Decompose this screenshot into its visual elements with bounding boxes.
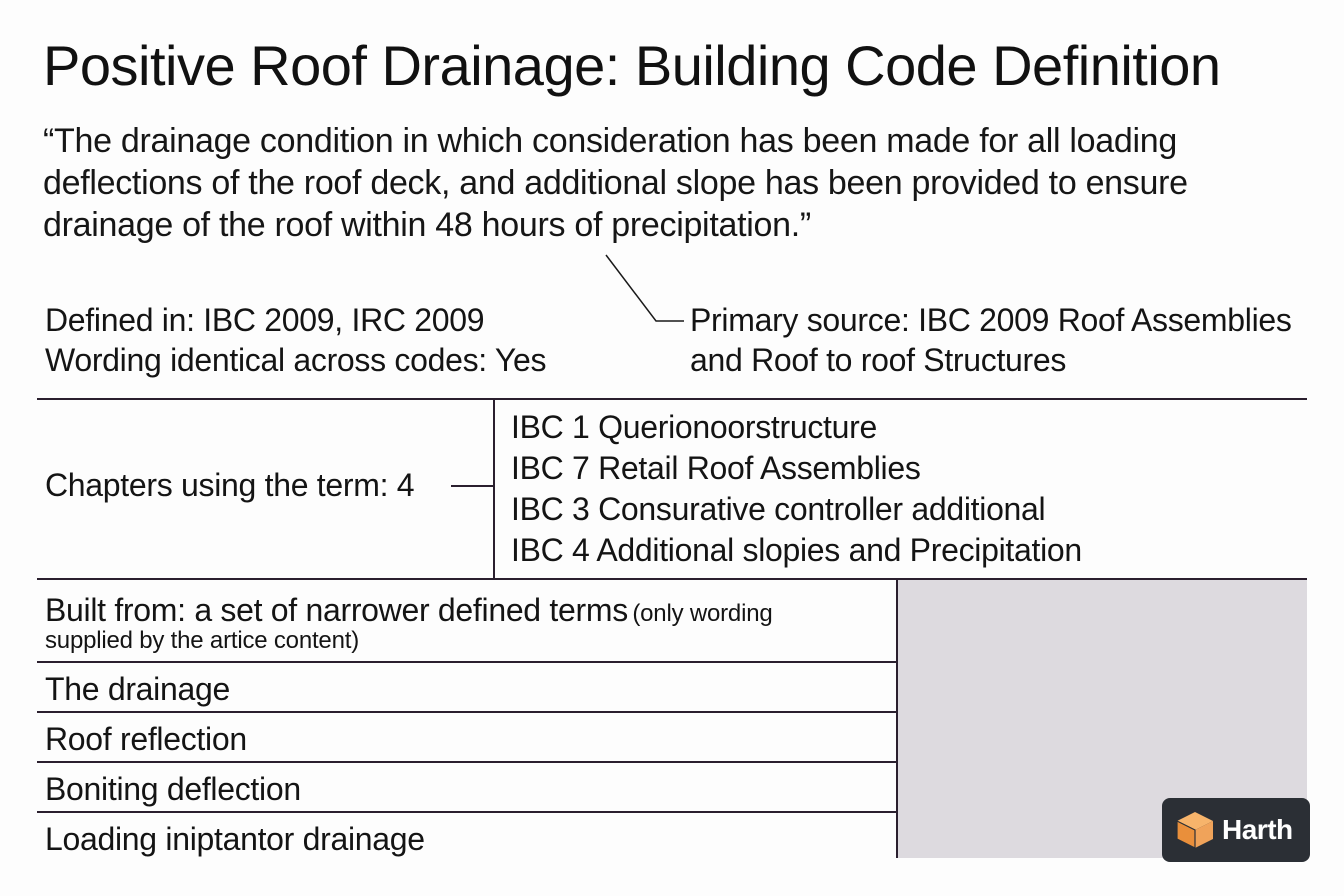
chapter-item: IBC 3 Consurative controller additional	[511, 491, 1046, 527]
page-title: Positive Roof Drainage: Building Code Definition	[43, 34, 1221, 97]
primary-source-block	[690, 300, 1292, 380]
chapter-item: IBC 4 Additional slopies and Precipitation	[511, 532, 1082, 568]
primary-source-line2: and Roof to roof Structures	[690, 342, 1067, 378]
chapters-connector	[451, 485, 493, 487]
rule-term-2	[37, 711, 898, 713]
cube-logo-icon	[1174, 810, 1216, 850]
wording-identical: Wording identical across codes: Yes	[45, 342, 547, 378]
chapter-item: IBC 7 Retail Roof Assemblies	[511, 450, 921, 486]
term-item: Boniting deflection	[45, 771, 301, 807]
built-from-heading	[45, 592, 885, 654]
chapters-label: Chapters using the term: 4	[45, 467, 415, 503]
brand-logo[interactable]	[1162, 798, 1310, 862]
rule-chapters-divider	[493, 399, 495, 579]
built-from-main: Built from: a set of narrower defined terms	[45, 592, 628, 628]
rule-term-1	[37, 661, 898, 663]
defined-in-block	[45, 300, 546, 380]
built-from-note-continued: supplied by the artice content)	[45, 627, 359, 654]
term-item: The drainage	[45, 671, 230, 707]
rule-term-3	[37, 761, 898, 763]
rule-top	[37, 398, 1307, 400]
rule-panel-divider	[896, 579, 898, 858]
primary-source-line1: Primary source: IBC 2009 Roof Assemblies	[690, 302, 1292, 338]
term-item: Roof reflection	[45, 721, 247, 757]
chapters-list	[511, 407, 1082, 571]
term-item: Loading iniptantor drainage	[45, 821, 425, 857]
chapter-item: IBC 1 Querionoorstructure	[511, 409, 878, 445]
rule-term-4	[37, 811, 898, 813]
brand-logo-text: Harth	[1222, 814, 1293, 845]
built-from-note: (only wording	[632, 600, 773, 627]
defined-in-codes: Defined in: IBC 2009, IRC 2009	[45, 302, 485, 338]
definition-quote: “The drainage condition in which consideration has been made for all loading deflections of the roof deck, and additional slope has been provided to ensure drainage of the roof within 48 hours of precipitation.”	[43, 122, 1188, 244]
